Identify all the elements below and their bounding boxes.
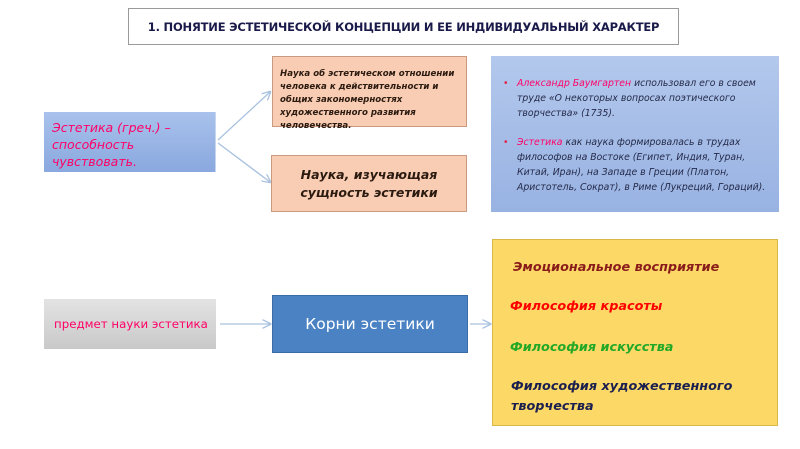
arrow-definition-to-science (218, 92, 270, 140)
history-text-baumgarten: использовал его в своем труде «О некоторых вопросах поэтического творчества» (1735). (517, 78, 756, 119)
subject-text: предмет науки эстетика (54, 317, 208, 331)
history-box (491, 56, 779, 212)
subject-box (44, 299, 216, 349)
essence-definition-box (271, 155, 467, 212)
history-item-formation (503, 135, 769, 195)
bullet-icon: • (503, 137, 509, 148)
page-title: 1. ПОНЯТИЕ ЭСТЕТИЧЕСКОЙ КОНЦЕПЦИИ И ЕЕ ИНДИВИДУАЛЬНЫЙ ХАРАКТЕР (147, 19, 660, 34)
history-highlight-aesthetics: Эстетика (517, 137, 563, 148)
essence-definition-text: Наука, изучающая сущность эстетики (300, 166, 438, 200)
bullet-icon: • (503, 78, 509, 89)
arrow-definition-to-essence (218, 143, 270, 182)
aesthetics-definition-box (44, 112, 216, 172)
branch-philosophy-of-art: Философия искусства (510, 340, 674, 355)
history-item-baumgarten (503, 76, 769, 121)
branch-emotional-perception: Эмоциональное восприятие (513, 260, 720, 275)
history-highlight-baumgarten: Александр Баумгартен (517, 78, 632, 89)
roots-text: Корни эстетики (305, 315, 435, 333)
aesthetics-definition-text: Эстетика (греч.) – способность чувствовать. (52, 119, 171, 169)
history-text-formation: как наука формировалась в трудах философов на Востоке (Египет, Индия, Туран, Китай, Иран), на Западе в Греции (Платон, Аристотель, Сократ), в Риме (Лукреций, Гораций). (517, 137, 766, 193)
page-title-box (128, 8, 679, 45)
science-definition-text: Наука об эстетическом отношении человека к действительности и общих закономерностях художественного развития человечества. (280, 69, 455, 131)
roots-box (272, 295, 468, 353)
branch-philosophy-of-beauty: Философия красоты (510, 299, 663, 314)
science-definition-box (272, 56, 467, 131)
branches-box (492, 239, 778, 426)
branch-philosophy-of-creativity: Философия художественного творчества (511, 379, 733, 414)
